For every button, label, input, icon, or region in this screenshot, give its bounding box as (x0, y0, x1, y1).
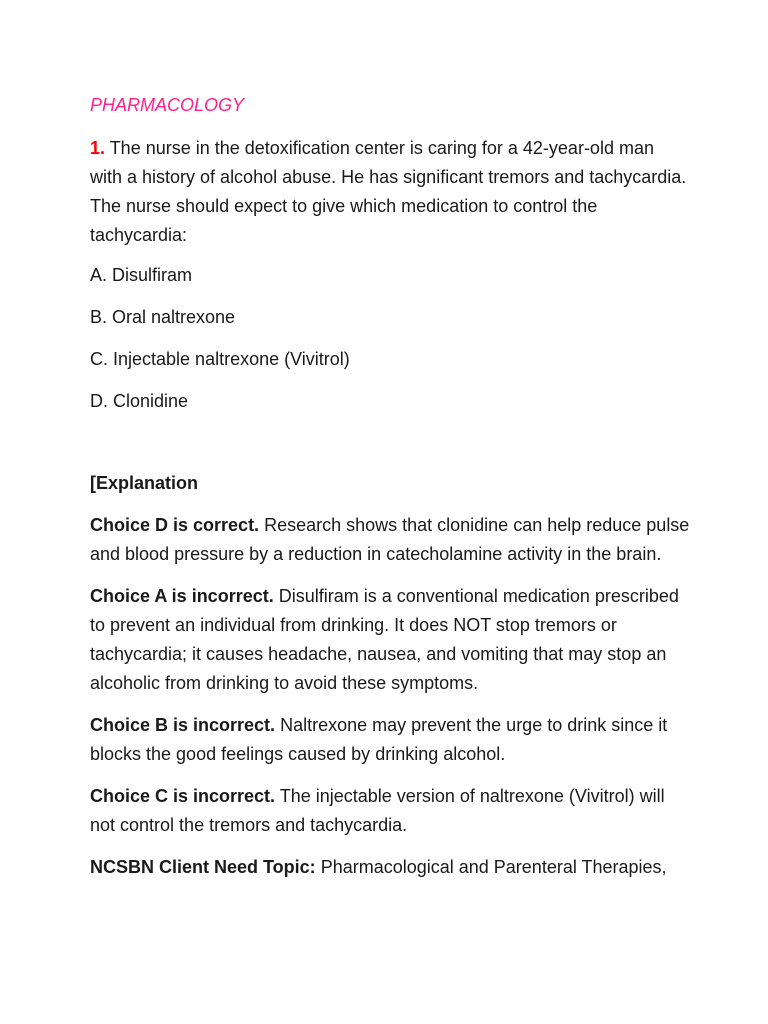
explanation-lead: Choice A is incorrect. (90, 586, 274, 606)
explanation-text: Disulfiram is a conventional medication prescribed to prevent an individual from drinking. It does NOT stop tremors or tachycardia; it causes headache, nausea, and vomiting that may stop an alcoholic from drinking to avoid these symptoms. (90, 586, 679, 693)
explanation-text: Research shows that clonidine can help reduce pulse and blood pressure by a reduction in catecholamine activity in the brain. (90, 515, 690, 564)
answer-option-b: B. Oral naltrexone (90, 307, 236, 327)
explanation-choice-b (90, 711, 690, 769)
answer-option-d: D. Clonidine (90, 391, 189, 411)
client-need-label: NCSBN Client Need Topic: (90, 857, 316, 877)
client-need-topic (90, 853, 690, 882)
explanation-lead: Choice B is incorrect. (90, 715, 276, 735)
explanation-text: The injectable version of naltrexone (Vivitrol) will not control the tremors and tachycardia. (90, 786, 665, 835)
question-body: The nurse in the detoxification center is caring for a 42-year-old man with a history of alcohol abuse. He has significant tremors and tachycardia. The nurse should expect to give which medication to control the tachycardia: (90, 138, 687, 245)
explanation-choice-a (90, 582, 690, 698)
explanation-text: Naltrexone may prevent the urge to drink since it blocks the good feelings caused by drinking alcohol. (90, 715, 668, 764)
answer-option-a: A. Disulfiram (90, 265, 193, 285)
section-title: PHARMACOLOGY (90, 95, 245, 115)
client-need-value: Pharmacological and Parenteral Therapies, (315, 857, 667, 877)
explanation-choice-c (90, 782, 690, 840)
answer-option-c: C. Injectable naltrexone (Vivitrol) (90, 349, 350, 369)
explanation-lead: Choice D is correct. (90, 515, 260, 535)
question-number: 1. (90, 138, 106, 158)
explanation-choice-d (90, 511, 690, 569)
explanation-lead: Choice C is incorrect. (90, 786, 276, 806)
document-content (90, 93, 690, 895)
question-text (90, 134, 690, 250)
explanation-heading: [Explanation (90, 473, 199, 493)
